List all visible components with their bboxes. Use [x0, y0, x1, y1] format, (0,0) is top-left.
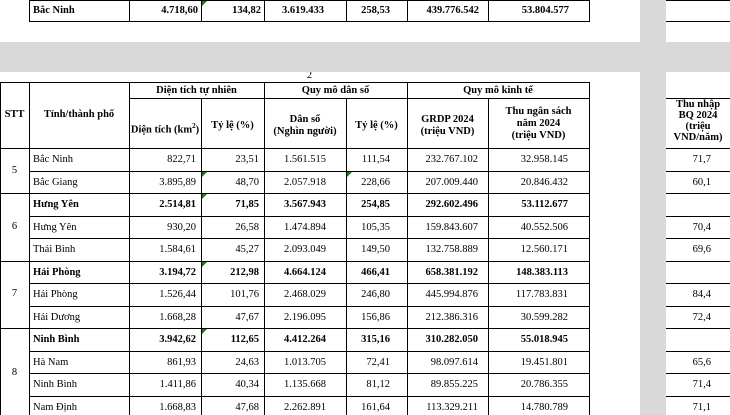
table-rule: [29, 216, 589, 217]
table-rule: [0, 82, 1, 148]
area-group-header: Diện tích tự nhiên: [156, 85, 237, 96]
table-rule: [346, 148, 347, 415]
area-ratio-value: 47,67: [235, 311, 259, 323]
area-value: 1.411,86: [159, 379, 196, 390]
income-value: 60,1: [692, 176, 711, 188]
province-name: Hải Phòng: [33, 289, 78, 300]
economy-group-header: Quy mô kinh tế: [463, 85, 533, 96]
population-header-1: Dân số: [289, 114, 321, 125]
table-rule: [129, 98, 589, 99]
budget-value: 20.846.432: [520, 176, 568, 188]
table-rule: [0, 148, 1, 415]
income-value: 69,6: [692, 244, 711, 255]
table-rule: [0, 193, 589, 194]
top-row-name: Bắc Ninh: [33, 5, 75, 16]
pop-ratio-value: 81,12: [366, 379, 390, 390]
grdp-value: 89.855.225: [430, 379, 478, 390]
pop-ratio-value: 315,16: [361, 334, 390, 345]
budget-value: 148.383.113: [516, 266, 568, 278]
table-rule: [29, 283, 589, 284]
page-gap-right: [640, 0, 666, 415]
pop-ratio-value: 149,50: [361, 244, 390, 255]
pop-ratio-value: 254,85: [361, 199, 390, 210]
budget-value: 55.018.945: [520, 334, 568, 345]
budget-value: 117.783.831: [515, 289, 568, 300]
budget-header-2: năm 2024: [516, 118, 561, 129]
budget-value: 19.451.801: [520, 356, 568, 368]
area-value: 3.194,72: [159, 266, 196, 278]
budget-value: 40.552.506: [520, 221, 568, 233]
area-value: 1.526,44: [159, 289, 196, 300]
document-page: [0, 72, 640, 415]
table-rule: [589, 148, 590, 415]
area-header: [129, 120, 201, 137]
budget-value: 12.560.171: [520, 244, 568, 255]
province-header: Tỉnh/thành phố: [43, 109, 115, 120]
table-rule: [0, 82, 589, 83]
income-value: 70,4: [692, 221, 711, 233]
right-page-fragment-top: [666, 0, 730, 42]
population-value: 4.664.124: [284, 266, 326, 278]
table-rule: [29, 351, 589, 352]
area-value: 2.514,81: [159, 199, 196, 210]
table-rule: [666, 283, 730, 284]
budget-value: 30.599.282: [520, 311, 568, 323]
population-value: 1.135.668: [284, 379, 326, 390]
grdp-header-2: (triệu VND): [420, 126, 475, 137]
population-value: 2.093.049: [284, 244, 326, 255]
budget-header-1: Thu ngân sách: [505, 106, 572, 117]
cell-marker: [202, 1, 207, 6]
table-rule: [666, 261, 730, 262]
table-rule: [407, 148, 408, 415]
population-value: 4.412.264: [284, 334, 326, 345]
table-rule: [0, 148, 589, 149]
table-rule: [666, 193, 730, 194]
area-value: 861,93: [167, 356, 196, 368]
table-rule: [264, 148, 265, 415]
province-name: Ninh Bình: [33, 379, 78, 390]
grdp-value: 212.386.316: [425, 311, 478, 323]
population-header-2: (Nghìn người): [273, 126, 337, 137]
area-ratio-value: 101,76: [230, 289, 259, 300]
province-name: Thái Bình: [33, 244, 76, 255]
population-value: 1.561.515: [284, 154, 326, 165]
population-value: 2.057.918: [284, 176, 326, 188]
cell-marker: [202, 172, 207, 177]
grdp-value: 445.994.876: [425, 289, 478, 300]
population-value: 2.468.029: [284, 289, 326, 300]
population-value: 1.474.894: [284, 221, 326, 233]
table-rule: [29, 238, 589, 239]
province-name: Hải Phòng: [33, 266, 81, 278]
population-value: 2.196.095: [284, 311, 326, 323]
grdp-value: 132.758.889: [425, 244, 478, 255]
province-name: Hà Nam: [33, 356, 69, 368]
cell-marker: [347, 172, 352, 177]
area-ratio-value: 23,51: [235, 154, 259, 165]
table-rule: [666, 328, 730, 329]
budget-header-3: (triệu VND): [511, 130, 566, 141]
province-name: Bắc Giang: [33, 176, 78, 188]
area-value: 3.895,89: [159, 176, 196, 188]
table-rule: [29, 148, 30, 415]
cell-marker: [202, 329, 207, 334]
table-rule: [29, 306, 589, 307]
area-value: 3.942,62: [159, 334, 196, 345]
area-ratio-header: Tỷ lệ (%): [211, 120, 254, 131]
province-name: Bắc Ninh: [33, 154, 73, 165]
budget-value: 53.112.677: [521, 199, 568, 210]
pop-ratio-header: Tỷ lệ (%): [355, 120, 398, 131]
grdp-value: 310.282.050: [425, 334, 478, 345]
province-name: Hải Dương: [33, 311, 81, 323]
area-ratio-value: 40,34: [235, 379, 259, 390]
area-ratio-value: 112,65: [230, 334, 259, 345]
area-ratio-value: 45,27: [235, 244, 259, 255]
income-value: 72,4: [692, 311, 711, 323]
table-rule: [29, 373, 589, 374]
page-gap-top: [0, 42, 730, 72]
income-header-2: BQ 2024: [678, 110, 718, 121]
cell-marker: [202, 262, 207, 267]
grdp-value: 98.097.614: [430, 356, 478, 368]
area-value: 1.668,28: [159, 311, 196, 323]
income-value: 84,4: [692, 289, 711, 300]
province-name: Ninh Bình: [33, 334, 80, 345]
population-group-header: Quy mô dân số: [301, 85, 370, 96]
pop-ratio-value: 228,66: [361, 176, 390, 188]
table-rule: [666, 216, 730, 217]
grdp-header-1: GRDP 2024: [421, 114, 474, 125]
area-value: 822,71: [167, 154, 196, 165]
table-rule: [666, 171, 730, 172]
stt-value: 5: [11, 164, 18, 176]
area-value: 930,20: [167, 221, 196, 233]
pop-ratio-value: 105,35: [361, 221, 390, 233]
area-value: 1.668,83: [159, 401, 196, 413]
area-header-unit: 2: [192, 122, 196, 130]
area-ratio-value: 71,85: [235, 199, 259, 210]
data-table: [0, 72, 640, 415]
grdp-value: 232.767.102: [425, 154, 478, 165]
pop-ratio-value: 72,41: [366, 356, 390, 368]
stt-value: 7: [11, 288, 18, 300]
pop-ratio-value: 466,41: [361, 266, 390, 278]
table-rule: [129, 148, 130, 415]
table-rule: [666, 373, 730, 374]
income-value: 65,6: [692, 356, 711, 368]
income-column: [666, 72, 730, 415]
right-page: [666, 72, 730, 415]
pop-ratio-value: 246,80: [361, 289, 390, 300]
table-rule: [666, 396, 730, 397]
grdp-value: 207.009.440: [425, 176, 478, 188]
table-rule: [666, 148, 730, 149]
table-rule: [29, 396, 589, 397]
income-value: 71,4: [692, 379, 711, 390]
top-row-budget: 53.804.577: [521, 5, 569, 16]
income-header-1: Thu nhập: [675, 99, 721, 110]
table-rule: [666, 306, 730, 307]
province-name: Hưng Yên: [33, 221, 77, 233]
grdp-value: 292.602.496: [425, 199, 478, 210]
stt-header: STT: [4, 109, 25, 120]
province-name: Nam Định: [33, 401, 78, 413]
area-header-label: Diện tích (km: [130, 124, 193, 136]
table-rule: [201, 148, 202, 415]
table-rule: [0, 328, 589, 329]
page-number: 2: [307, 72, 312, 81]
top-row-grdp: 439.776.542: [426, 5, 479, 16]
budget-value: 14.780.789: [520, 401, 568, 413]
area-ratio-value: 26,58: [235, 221, 259, 233]
stt-value: 8: [11, 367, 18, 378]
area-ratio-value: 48,70: [235, 176, 259, 188]
province-name: Hưng Yên: [33, 199, 79, 210]
income-value: 71,7: [692, 154, 711, 165]
pop-ratio-value: 156,86: [361, 311, 390, 323]
table-rule: [0, 261, 589, 262]
population-value: 3.567.943: [284, 199, 326, 210]
population-value: 1.013.705: [284, 356, 326, 368]
area-ratio-value: 47,68: [235, 401, 259, 413]
table-rule: [29, 171, 589, 172]
table-rule: [666, 238, 730, 239]
previous-page-fragment: [0, 0, 640, 42]
table-rule: [589, 82, 590, 148]
table-rule: [666, 351, 730, 352]
table-rule: [488, 148, 489, 415]
budget-value: 20.786.355: [520, 379, 568, 390]
area-ratio-value: 212,98: [230, 266, 259, 278]
grdp-value: 159.843.607: [425, 221, 478, 233]
top-row-area: 4.718,60: [161, 5, 198, 16]
stt-value: 6: [11, 220, 18, 232]
area-value: 1.584,61: [159, 244, 196, 255]
top-row-area-ratio: 134,82: [232, 5, 261, 16]
grdp-value: 658.381.192: [425, 266, 478, 278]
pop-ratio-value: 111,54: [361, 154, 390, 165]
top-row-pop-ratio: 258,53: [361, 5, 390, 16]
cell-marker: [202, 194, 207, 199]
budget-value: 32.958.145: [520, 154, 568, 165]
top-row-population: 3.619.433: [282, 5, 324, 16]
area-header-close: ): [195, 124, 200, 136]
area-ratio-value: 24,63: [235, 356, 259, 368]
grdp-value: 113.329.211: [426, 401, 478, 413]
income-value: 71,1: [692, 401, 711, 413]
population-value: 2.262.891: [284, 401, 326, 413]
income-header-3: (triệu: [685, 121, 711, 132]
pop-ratio-value: 161,64: [361, 401, 390, 413]
income-header-4: VND/năm): [673, 132, 723, 143]
